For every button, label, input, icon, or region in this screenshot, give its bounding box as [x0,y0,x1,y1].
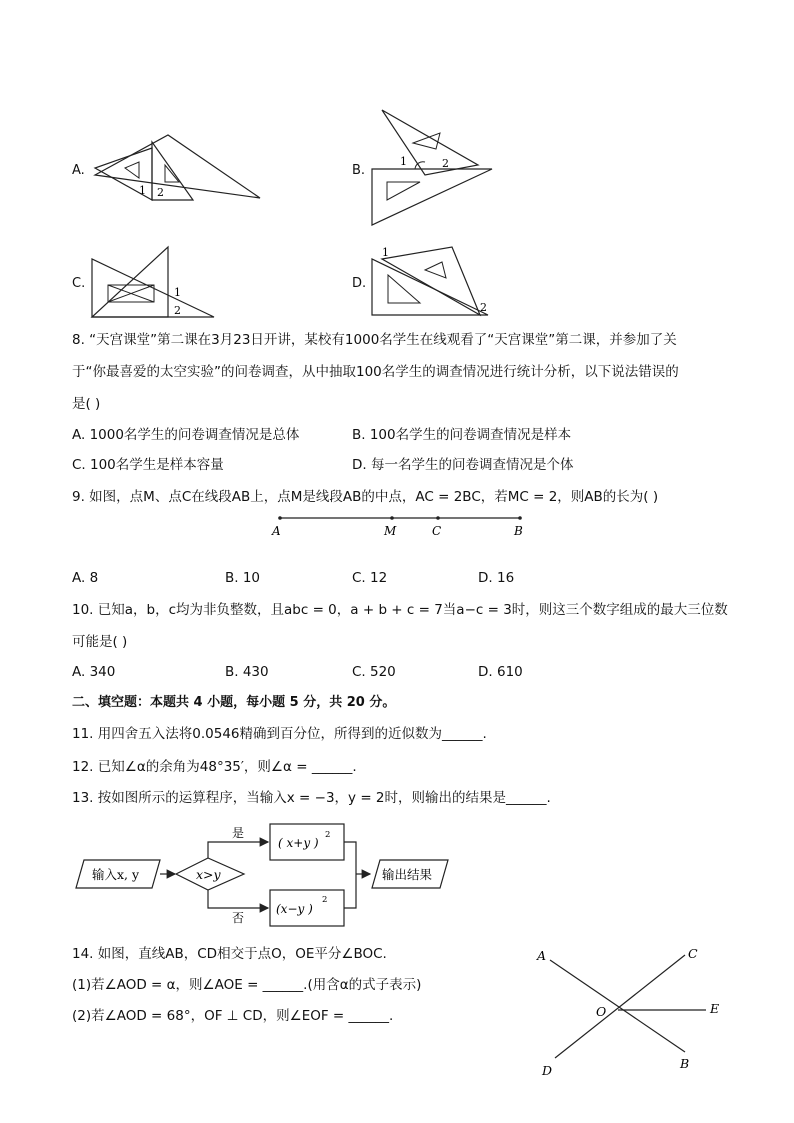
q9-segment-figure [270,510,530,540]
angle-1-d: 1 [382,246,389,259]
box1-text: ( x+y ) [278,836,319,850]
option-a-figure [95,130,265,205]
angle-2-d: 2 [480,301,487,314]
q8-option-d: D. 每一名学生的问卷调查情况是个体 [352,457,574,473]
q8-option-b: B. 100名学生的问卷调查情况是样本 [352,427,572,443]
point-b-label: B [514,524,523,538]
q10-option-a: A. 340 [72,664,116,680]
angle-2-b: 2 [442,157,449,170]
label-d: D [542,1063,553,1078]
label-c: C [688,946,698,961]
angle-1-a: 1 [139,184,146,197]
q9-option-a: A. 8 [72,570,99,586]
q8-option-a: A. 1000名学生的问卷调查情况是总体 [72,427,300,443]
inner-triangle-a1 [125,162,139,178]
angle-2-c: 2 [174,304,181,317]
q14-part2: (2)若∠AOD = 68°，OF ⊥ CD，则∠EOF = ______. [72,1008,394,1024]
section-2-heading: 二、填空题：本题共 4 小题，每小题 5 分，共 20 分。 [72,695,396,710]
q9-option-d: D. 16 [478,570,515,586]
point-m-label: M [384,524,397,538]
q14-intersecting-lines-figure [530,940,730,1080]
angle-1-b: 1 [400,155,407,168]
q14-part1: (1)若∠AOD = α，则∠AOE = ______.(用含α的式子表示) [72,977,422,993]
q8-line1: 8. “天宫课堂”第二课在3月23日开讲，某校有1000名学生在线观看了“天宫课堂”第二课，并参加了关 [72,332,677,348]
q9-option-b: B. 10 [225,570,261,586]
q9-stem: 9. 如图，点M、点C在线段AB上，点M是线段AB的中点，AC = 2BC，若MC = 2，则AB的长为( ) [72,489,659,505]
box1-exp: 2 [325,830,331,840]
option-c-label: C. [72,276,86,291]
option-c-figure [90,245,220,325]
label-o: O [596,1004,607,1019]
q13-flowchart [72,820,462,930]
option-d-label: D. [352,276,367,291]
point-a-label: A [272,524,281,538]
set-square-d-right [382,247,480,315]
box2-exp: 2 [322,895,328,905]
q10-line2: 可能是( ) [72,634,128,650]
q10-option-b: B. 430 [225,664,269,680]
q13-stem: 13. 按如图所示的运算程序，当输入x = −3，y = 2时，则输出的结果是______. [72,790,551,806]
inner-triangle-d2 [425,262,446,278]
inner-triangle-a2 [165,165,179,182]
set-square-c-left [92,259,214,317]
condition-label: x>y [196,867,221,882]
inner-triangle-b2 [387,182,420,200]
point-c-label: C [432,524,442,538]
q9-option-c: C. 12 [352,570,388,586]
q8-line3: 是( ) [72,396,101,412]
no-label: 否 [232,911,245,925]
option-a-label: A. [72,163,85,178]
input-label: 输入x, y [92,867,140,882]
line-ab [550,960,685,1052]
q14-stem: 14. 如图，直线AB，CD相交于点O，OE平分∠BOC. [72,946,387,962]
set-square-c-right [92,247,168,317]
box2-text: (x−y ) [276,902,313,916]
option-b-label: B. [352,163,366,178]
angle-1-c: 1 [174,286,181,299]
q8-option-c: C. 100名学生是样本容量 [72,457,224,473]
label-b: B [680,1056,690,1071]
q10-option-c: C. 520 [352,664,396,680]
set-square-b-bottom [372,169,492,225]
yes-label: 是 [232,826,245,840]
set-square-b-top [382,110,478,175]
q12-stem: 12. 已知∠α的余角为48°35′，则∠α = ______. [72,759,357,775]
line-cd [555,955,685,1058]
label-e: E [710,1001,720,1016]
large-triangle-a [95,135,260,198]
q11-stem: 11. 用四舍五入法将0.0546精确到百分位，所得到的近似数为______. [72,726,487,742]
output-label: 输出结果 [382,867,433,882]
angle-2-a: 2 [157,186,164,199]
label-a: A [537,948,547,963]
q10-option-d: D. 610 [478,664,523,680]
q10-line1: 10. 已知a，b，c均为非负整数，且abc = 0，a + b + c = 7当a−c = 3时，则这三个数字组成的最大三位数 [72,602,728,618]
option-d-figure [370,245,500,325]
q8-line2: 于“你最喜爱的太空实验”的问卷调查，从中抽取100名学生的调查情况进行统计分析，以下说法错误的 [72,364,679,380]
option-b-figure [370,105,500,230]
